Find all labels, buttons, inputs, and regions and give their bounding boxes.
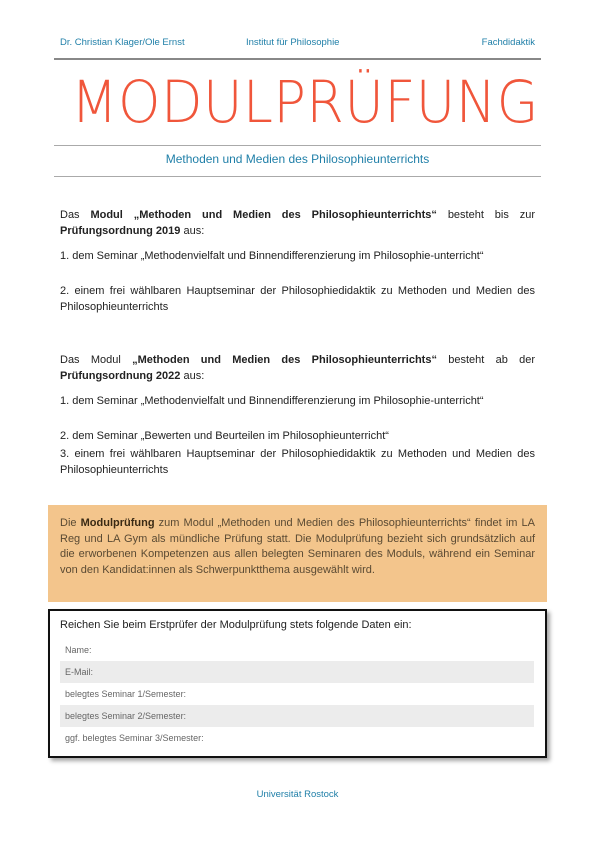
intro-2022-module-name: „Methoden und Medien des Philosophieunterrichts“ [132,354,437,366]
page-title: MODULPRÜFUNG [71,68,539,136]
email-field[interactable]: E-Mail: [60,661,534,683]
intro-2019-module-name: Modul „Methoden und Medien des Philosophieunterrichts“ [90,209,437,221]
list-item-2019-2: 2. einem frei wählbaren Hauptseminar der Philosophiedidaktik zu Methoden und Medien des Philosophieunterrichts [60,285,535,313]
header-department: Fachdidaktik [481,37,535,48]
data-submission-form [48,609,547,758]
seminar-3-field[interactable]: ggf. belegtes Seminar 3/Semester: [65,733,204,743]
page-subtitle: Methoden und Medien des Philosophieunterrichts [165,152,430,166]
form-instructions: Reichen Sie beim Erstprüfer der Modulprüfung stets folgende Daten ein: [60,619,412,631]
intro-2019-text-e: aus: [180,225,205,237]
intro-2022-text-e: aus: [180,370,205,382]
subtitle-bottom-divider [54,176,541,177]
intro-2019-regulation: Prüfungsordnung 2019 [60,225,181,237]
header-divider [54,58,541,60]
list-item-2022-1: 1. dem Seminar „Methodenvielfalt und Binnendifferenzierung im Philosophie-unterricht“ [60,395,484,407]
footer-university: Universität Rostock [256,789,339,800]
intro-2019-text-a: Das [60,209,91,221]
header-authors: Dr. Christian Klager/Ole Ernst [60,37,185,48]
header-institute: Institut für Philosophie [246,37,340,48]
intro-2019 [60,207,535,239]
info-text-c: zum Modul „Methoden und Medien des Philosophieunterrichts“ findet im LA Reg und LA Gym als mündliche Prüfung statt. Die Modulprüfung bezieht sich grundsätzlich auf die erworbenen Kompetenzen aus allen belegten Seminaren des Moduls, während ein Seminar von den Kandidat:innen als Schwerpunktthema ausgewählt wird. [60,517,536,576]
list-item-2022-3: 3. einem frei wählbaren Hauptseminar der Philosophiedidaktik zu Methoden und Medien des Philosophieunterrichts [60,448,535,476]
seminar-1-field[interactable]: belegtes Seminar 1/Semester: [65,689,187,699]
info-highlight: Modulprüfung [80,517,155,529]
intro-2019-text-c: besteht bis zur [436,209,535,221]
list-item-2022-2: 2. dem Seminar „Bewerten und Beurteilen im Philosophieunterricht“ [60,430,389,442]
name-field[interactable]: Name: [65,645,92,655]
seminar-2-field[interactable]: belegtes Seminar 2/Semester: [60,705,534,727]
intro-2022-text-c: besteht ab der [436,354,536,366]
info-text-a: Die [60,517,81,529]
subtitle-top-divider [54,145,541,146]
exam-info-box [48,505,547,602]
intro-2022-text-a: Das Modul [60,354,133,366]
intro-2022-regulation: Prüfungsordnung 2022 [60,370,181,382]
intro-2022 [60,352,535,384]
list-item-2019-1: 1. dem Seminar „Methodenvielfalt und Binnendifferenzierung im Philosophie-unterricht“ [60,250,484,262]
